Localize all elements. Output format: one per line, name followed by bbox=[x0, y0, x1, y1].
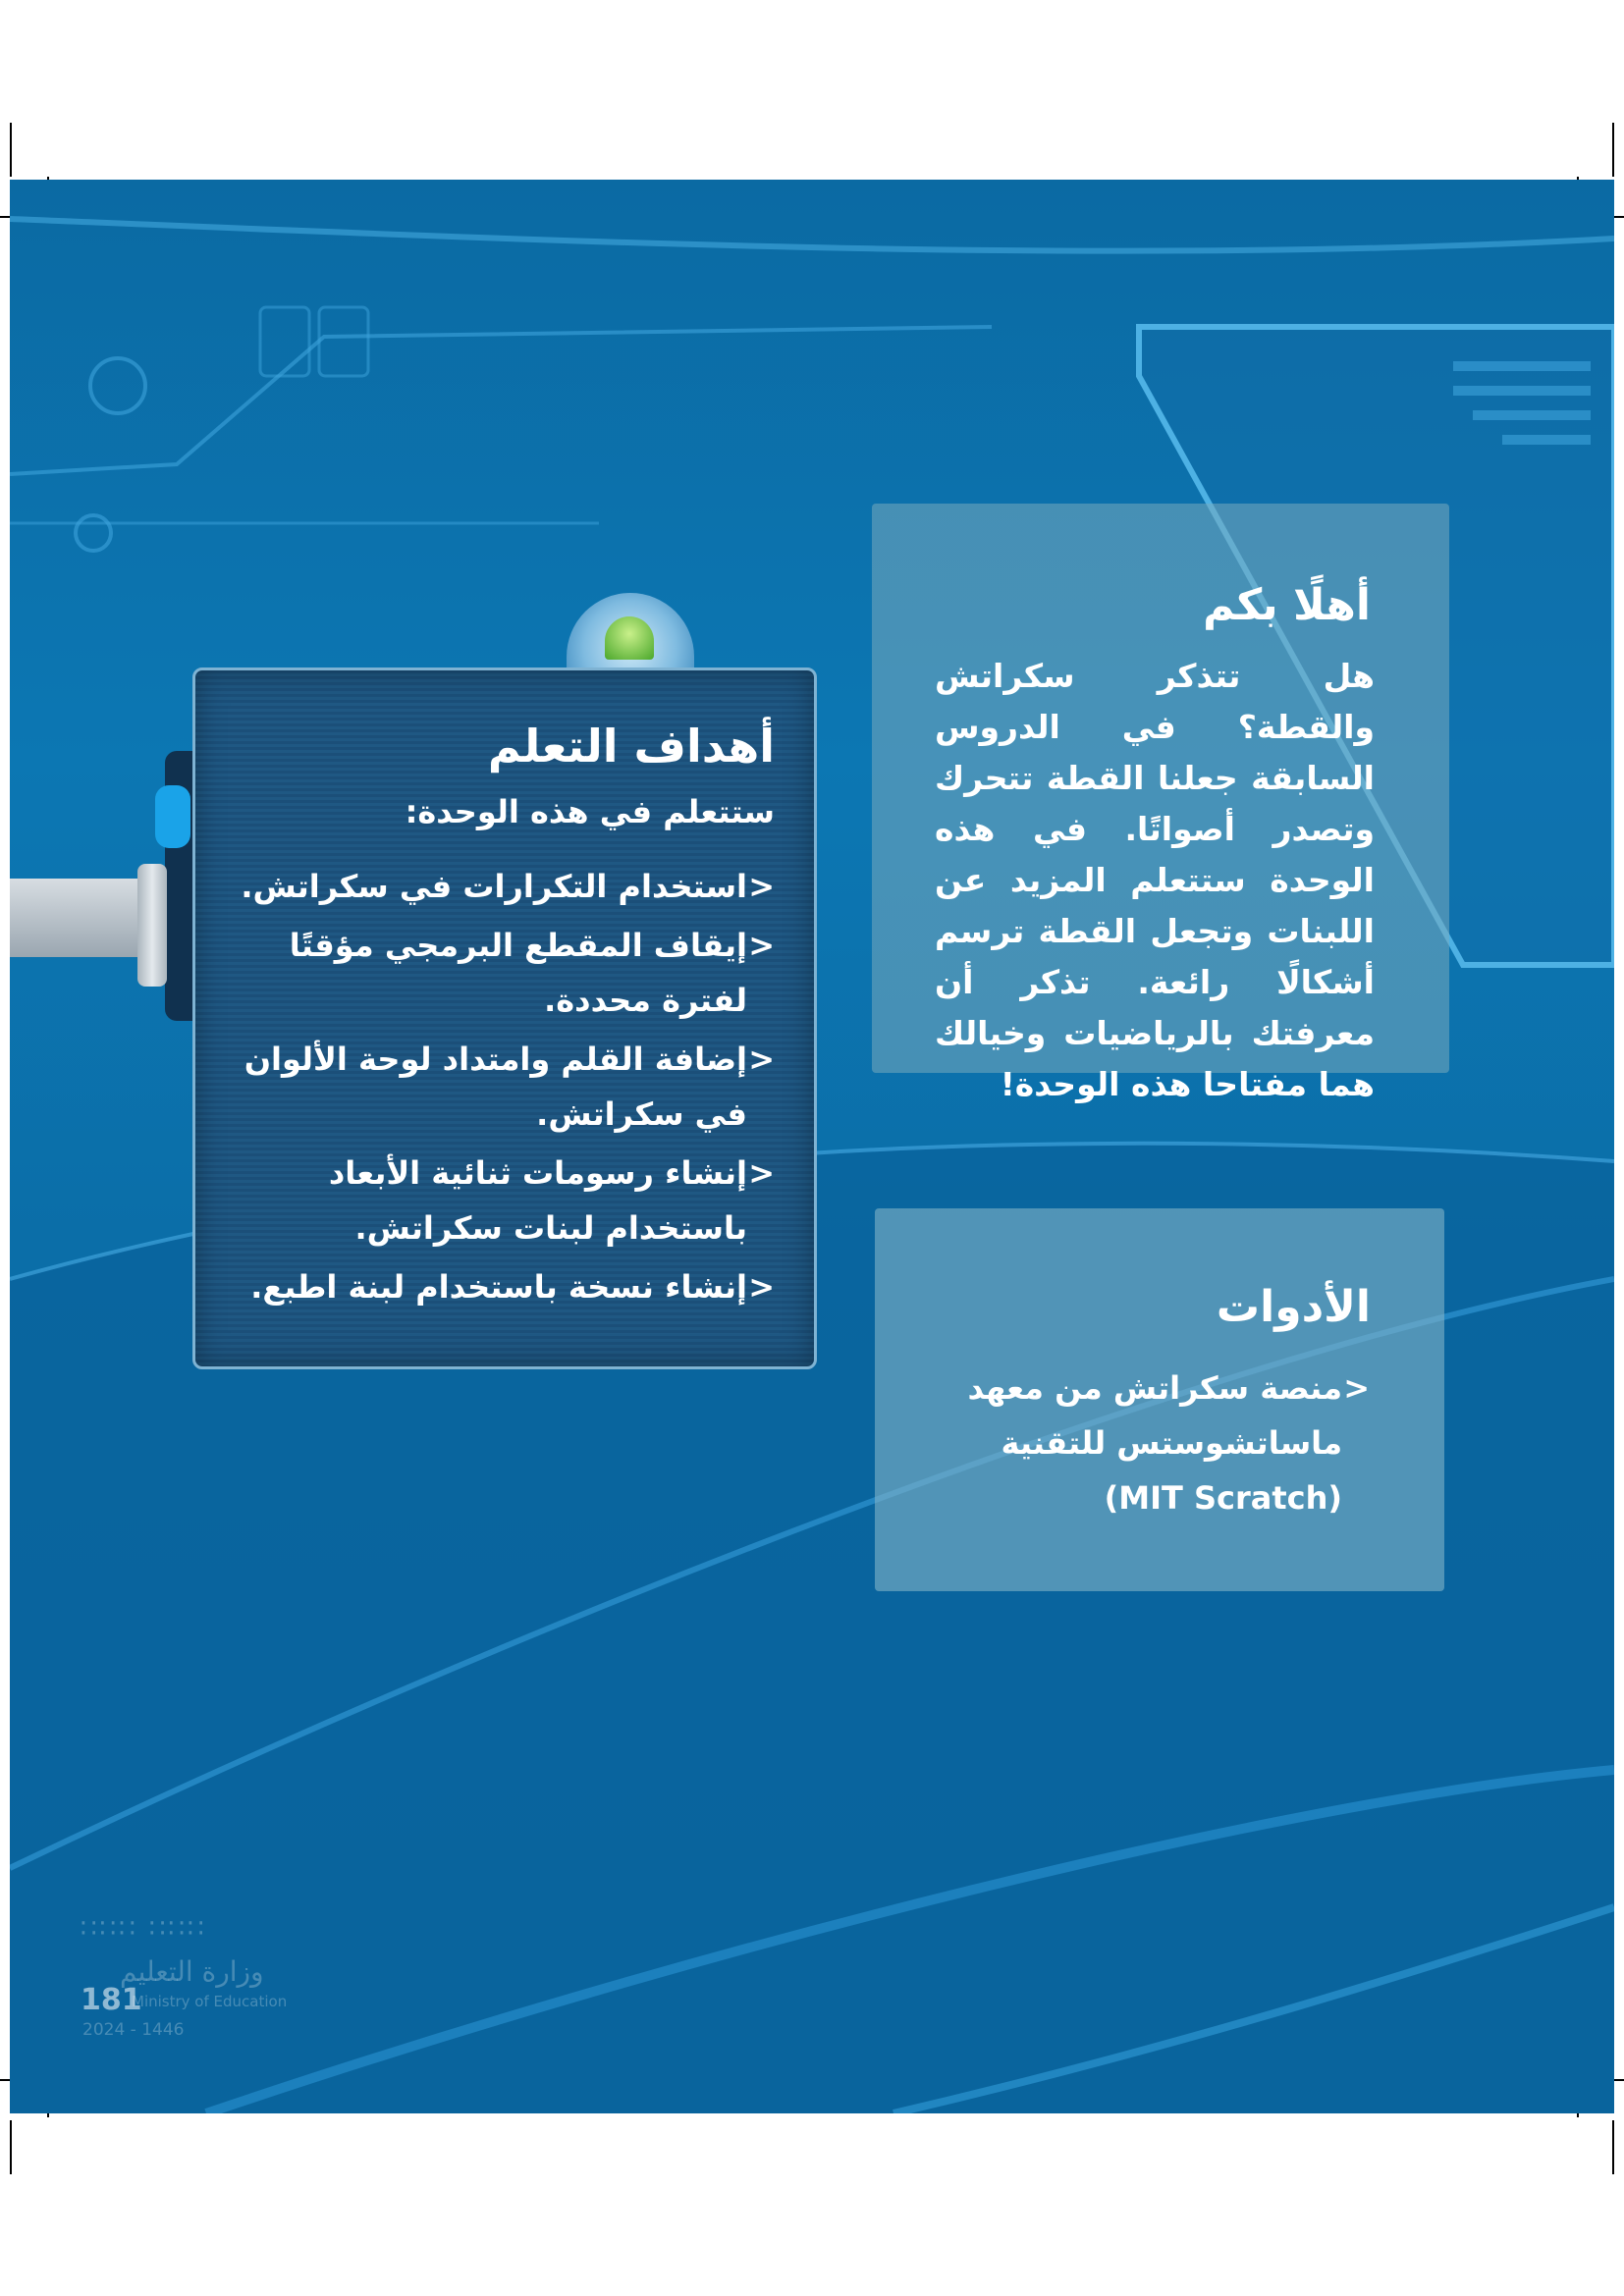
goals-title: أهداف التعلم bbox=[487, 720, 775, 773]
ministry-name-ar: وزارة التعليم bbox=[120, 1955, 264, 1988]
goal-item: < إنشاء رسومات ثنائية الأبعاد باستخدام لبنات سكراتش. bbox=[235, 1146, 775, 1255]
page-number: 181 bbox=[81, 1983, 142, 2017]
goal-item: < استخدام التكرارات في سكراتش. bbox=[235, 859, 775, 914]
goal-item: < إضافة القلم وامتداد لوحة الألوان في سكراتش. bbox=[235, 1032, 775, 1142]
crop-mark bbox=[10, 2120, 12, 2174]
tool-item: < منصة سكراتش من معهد ماساتشوستس للتقنية (MIT Scratch) bbox=[914, 1361, 1370, 1525]
crop-mark bbox=[1612, 2120, 1614, 2174]
tools-card bbox=[875, 1208, 1444, 1591]
ministry-name-en: Ministry of Education bbox=[132, 1993, 288, 2010]
goal-item: < إيقاف المقطع البرمجي مؤقتًا لفترة محددة. bbox=[235, 918, 775, 1028]
edition-year: 2024 - 1446 bbox=[82, 2020, 185, 2040]
crop-mark bbox=[10, 123, 12, 177]
goals-intro: ستتعلم في هذه الوحدة: bbox=[405, 793, 775, 830]
welcome-title: أهلًا بكم bbox=[1203, 580, 1371, 630]
goal-item: < إنشاء نسخة باستخدام لبنة اطبع. bbox=[235, 1259, 775, 1314]
welcome-card bbox=[872, 504, 1449, 1103]
welcome-body: هل تتذكر سكراتش والقطة؟ في الدروس السابقة جعلنا القطة تتحرك وتصدر أصواتًا. في هذه الوحدة ستتعلم المزيد عن اللبنات وتجعل القطة ترسم أشكالًا رائعة. تذكر أن معرفتك بالرياضيات وخيالك هما مفتاحا هذه الوحدة! bbox=[935, 657, 1375, 1103]
crop-mark bbox=[1612, 123, 1614, 177]
robot-joint bbox=[137, 864, 167, 987]
learning-goals-card bbox=[192, 667, 817, 1369]
goals-list bbox=[235, 859, 775, 1318]
tools-list bbox=[914, 1361, 1370, 1529]
tools-title: الأدوات bbox=[1216, 1282, 1371, 1332]
logo-dots-icon: ∷∷∷ ∷∷∷ bbox=[81, 1914, 207, 1944]
ministry-logo bbox=[81, 1914, 326, 2052]
robot-light bbox=[605, 616, 654, 660]
robot-knob bbox=[155, 785, 190, 848]
